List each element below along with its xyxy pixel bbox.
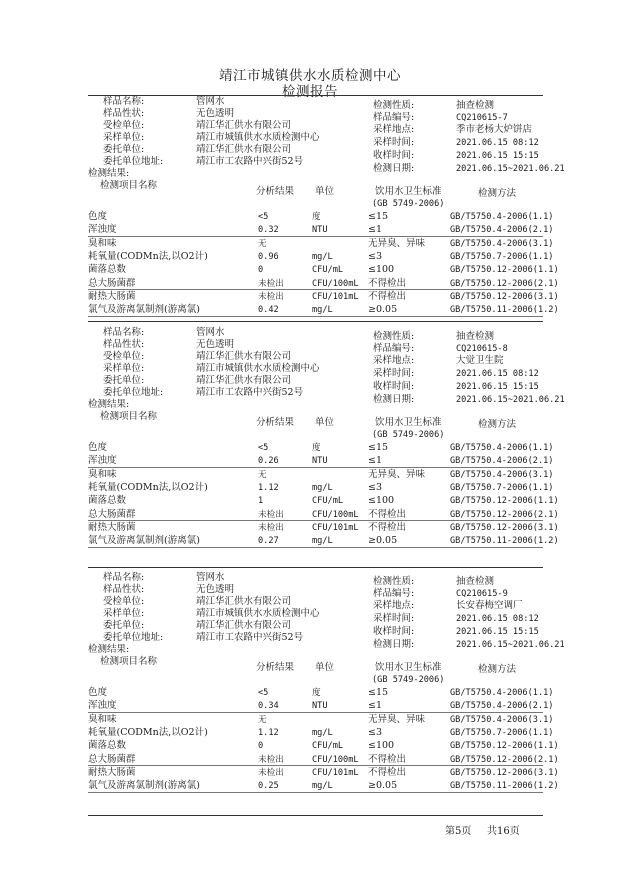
client-unit-value: 靖江华汇供水有限公司 — [196, 351, 292, 362]
sample-name-value: 管网水 — [196, 96, 225, 107]
row-unit: CFU/101mL — [312, 767, 359, 778]
row-method: GB/T5750.12-2006(2.1) — [450, 509, 559, 520]
sample-no-value: CQ210615-7 — [456, 113, 508, 123]
row-standard: ≥0.05 — [368, 780, 398, 792]
entrust-unit-value: 靖江华汇供水有限公司 — [196, 375, 292, 386]
row-method: GB/T5750.4-2006(3.1) — [450, 238, 554, 249]
sample-name-value: 管网水 — [196, 327, 225, 338]
col-unit-header: 单位 — [315, 186, 335, 197]
table-row-rule — [88, 547, 543, 548]
test-nature-label: 检测性质: — [373, 576, 415, 587]
row-unit: mg/L — [312, 781, 333, 792]
row-standard: 不得检出 — [368, 521, 407, 533]
sample-name-value: 管网水 — [196, 572, 225, 583]
row-item-name: 色度 — [88, 211, 108, 222]
sampling-time-label: 采样时间: — [373, 368, 415, 379]
entrust-address-label: 委托单位地址: — [103, 632, 164, 643]
sampling-place-value: 长安春梅空调厂 — [456, 600, 523, 611]
row-unit: NTU — [312, 456, 328, 467]
row-standard: 不得检出 — [368, 753, 407, 765]
entrust-unit-value: 靖江华汇供水有限公司 — [196, 144, 292, 155]
row-item-name: 耗氧量(CODMn法,以O2计) — [88, 726, 208, 738]
col-method-header: 检测方法 — [478, 188, 517, 199]
row-item-name: 总大肠菌群 — [88, 508, 136, 520]
sampling-place-label: 采样地点: — [373, 124, 415, 135]
row-method: GB/T5750.12-2006(2.1) — [450, 754, 559, 765]
row-standard: ≤1 — [368, 700, 383, 712]
row-method: GB/T5750.4-2006(2.1) — [450, 456, 554, 467]
entrust-address-value: 靖江市工农路中兴街52号 — [196, 387, 304, 398]
row-method: GB/T5750.11-2006(1.2) — [450, 305, 559, 316]
entrust-unit-label: 委托单位: — [103, 375, 145, 386]
sample-property-label: 样品性状: — [103, 339, 145, 350]
row-result: 未检出 — [258, 754, 284, 765]
sample-no-value: CQ210615-9 — [456, 589, 508, 599]
sampling-unit-value: 靖江市城镇供水水质检测中心 — [196, 608, 320, 619]
row-result: 未检出 — [258, 767, 284, 778]
row-unit: CFU/mL — [312, 265, 344, 276]
col-method-header: 检测方法 — [478, 664, 517, 675]
row-result: 未检出 — [258, 522, 284, 533]
test-result-label: 检测结果: — [88, 644, 130, 655]
row-method: GB/T5750.12-2006(3.1) — [450, 767, 559, 778]
row-standard: ≤15 — [368, 442, 389, 453]
row-unit: mg/L — [312, 727, 333, 738]
table-row-rule — [88, 520, 543, 521]
entrust-address-value: 靖江市工农路中兴街52号 — [196, 156, 304, 167]
entrust-unit-label: 委托单位: — [103, 620, 145, 631]
row-method: GB/T5750.12-2006(1.1) — [450, 741, 559, 752]
row-standard: ≤1 — [368, 224, 383, 236]
col-result-header: 分析结果 — [256, 662, 295, 673]
row-item-name: 氯气及游离氯制剂(游离氯) — [88, 535, 200, 547]
table-row-rule — [88, 712, 543, 713]
table-row-rule — [88, 765, 543, 766]
row-method: GB/T5750.12-2006(1.1) — [450, 496, 559, 507]
row-standard: ≤3 — [368, 250, 383, 262]
row-unit: mg/L — [312, 305, 333, 316]
table-row-rule — [88, 467, 543, 468]
row-method: GB/T5750.4-2006(1.1) — [450, 443, 554, 453]
sample-property-value: 无色透明 — [196, 339, 235, 350]
col-item-header: 检测项目名称 — [100, 656, 158, 667]
section-divider — [88, 321, 543, 322]
row-unit: mg/L — [312, 536, 333, 547]
footer-divider — [88, 815, 543, 816]
col-std-subheader: (GB 5749-2006) — [372, 675, 445, 685]
sampling-time-label: 采样时间: — [373, 613, 415, 624]
test-result-label: 检测结果: — [88, 399, 130, 410]
row-item-name: 耗氧量(CODMn法,以O2计) — [88, 250, 208, 262]
row-result: 0.32 — [258, 225, 279, 236]
row-standard: ≤15 — [368, 211, 389, 222]
page-total: 共16页 — [487, 826, 520, 837]
sample-property-label: 样品性状: — [103, 584, 145, 595]
col-std-header: 饮用水卫生标准 — [375, 186, 442, 197]
test-date-label: 检测日期: — [373, 163, 415, 174]
sampling-unit-label: 采样单位: — [103, 132, 145, 143]
row-unit: CFU/100mL — [312, 509, 359, 520]
row-unit: mg/L — [312, 482, 333, 493]
row-standard: ≤15 — [368, 687, 389, 698]
row-method: GB/T5750.4-2006(3.1) — [450, 469, 554, 480]
row-method: GB/T5750.4-2006(2.1) — [450, 225, 554, 236]
table-row-rule — [88, 316, 543, 317]
col-method-header: 检测方法 — [478, 419, 517, 430]
row-standard: ≤3 — [368, 726, 383, 738]
row-unit: 度 — [312, 212, 321, 222]
col-std-subheader: (GB 5749-2006) — [372, 430, 445, 440]
row-result: 1.12 — [258, 482, 279, 493]
row-item-name: 总大肠菌群 — [88, 277, 136, 289]
row-result: 未检出 — [258, 509, 284, 520]
row-result: 1.12 — [258, 727, 279, 738]
row-item-name: 色度 — [88, 442, 108, 453]
col-unit-header: 单位 — [315, 417, 335, 428]
receive-time-value: 2021.06.15 15:15 — [456, 382, 539, 392]
row-unit: NTU — [312, 701, 328, 712]
sampling-time-value: 2021.06.15 08:12 — [456, 138, 539, 148]
sampling-place-label: 采样地点: — [373, 600, 415, 611]
row-standard: ≤3 — [368, 481, 383, 493]
row-method: GB/T5750.11-2006(1.2) — [450, 536, 559, 547]
row-item-name: 耗氧量(CODMn法,以O2计) — [88, 481, 208, 493]
row-standard: 不得检出 — [368, 766, 407, 778]
client-unit-value: 靖江华汇供水有限公司 — [196, 596, 292, 607]
header-divider — [88, 95, 543, 96]
row-item-name: 臭和味 — [88, 468, 117, 480]
receive-time-label: 收样时间: — [373, 150, 415, 161]
report-org-title: 靖江市城镇供水水质检测中心 — [219, 68, 401, 84]
row-item-name: 总大肠菌群 — [88, 753, 136, 765]
sample-no-label: 样品编号: — [373, 112, 415, 123]
sample-property-value: 无色透明 — [196, 108, 235, 119]
row-method: GB/T5750.7-2006(1.1) — [450, 727, 554, 738]
row-method: GB/T5750.12-2006(3.1) — [450, 291, 559, 302]
test-date-value: 2021.06.15~2021.06.21 — [456, 164, 565, 174]
row-method: GB/T5750.4-2006(3.1) — [450, 714, 554, 725]
col-std-header: 饮用水卫生标准 — [375, 417, 442, 428]
row-standard: ≤100 — [368, 264, 395, 276]
sampling-time-label: 采样时间: — [373, 137, 415, 148]
entrust-address-label: 委托单位地址: — [103, 387, 164, 398]
row-item-name: 色度 — [88, 687, 108, 698]
row-standard: 不得检出 — [368, 277, 407, 289]
col-item-header: 检测项目名称 — [100, 180, 158, 191]
col-std-header: 饮用水卫生标准 — [375, 662, 442, 673]
row-result: 0.26 — [258, 456, 279, 467]
receive-time-label: 收样时间: — [373, 626, 415, 637]
entrust-unit-label: 委托单位: — [103, 144, 145, 155]
row-result: 1 — [258, 496, 264, 507]
row-result: 无 — [258, 238, 267, 249]
sampling-unit-value: 靖江市城镇供水水质检测中心 — [196, 363, 320, 374]
row-method: GB/T5750.7-2006(1.1) — [450, 482, 554, 493]
row-method: GB/T5750.4-2006(1.1) — [450, 688, 554, 698]
row-unit: CFU/100mL — [312, 278, 359, 289]
row-result: 0.34 — [258, 701, 279, 712]
sample-property-label: 样品性状: — [103, 108, 145, 119]
row-result: 无 — [258, 469, 267, 480]
row-result: 0.96 — [258, 251, 279, 262]
test-nature-value: 抽查检测 — [456, 100, 495, 111]
page-number: 第5页 — [445, 826, 472, 837]
test-date-label: 检测日期: — [373, 639, 415, 650]
row-item-name: 菌落总数 — [88, 495, 127, 507]
row-standard: 无异臭、异味 — [368, 468, 426, 480]
row-item-name: 耐热大肠菌 — [88, 290, 136, 302]
sample-no-value: CQ210615-8 — [456, 344, 508, 354]
row-result: 未检出 — [258, 278, 284, 289]
row-result: <5 — [258, 688, 269, 698]
row-result: 0 — [258, 265, 264, 276]
sampling-time-value: 2021.06.15 08:12 — [456, 369, 539, 379]
client-unit-label: 受检单位: — [103, 120, 145, 131]
test-date-label: 检测日期: — [373, 394, 415, 405]
row-result: 0 — [258, 741, 264, 752]
row-standard: 不得检出 — [368, 290, 407, 302]
row-unit: CFU/101mL — [312, 291, 359, 302]
row-result: 未检出 — [258, 291, 284, 302]
col-std-subheader: (GB 5749-2006) — [372, 199, 445, 209]
row-unit: 度 — [312, 443, 321, 453]
client-unit-value: 靖江华汇供水有限公司 — [196, 120, 292, 131]
row-standard: 不得检出 — [368, 508, 407, 520]
col-unit-header: 单位 — [315, 662, 335, 673]
sample-name-label: 样品名称: — [103, 572, 145, 583]
row-method: GB/T5750.12-2006(1.1) — [450, 265, 559, 276]
row-unit: mg/L — [312, 251, 333, 262]
row-unit: 度 — [312, 688, 321, 698]
test-date-value: 2021.06.15~2021.06.21 — [456, 395, 565, 405]
col-item-header: 检测项目名称 — [100, 411, 158, 422]
row-item-name: 耐热大肠菌 — [88, 766, 136, 778]
row-result: <5 — [258, 443, 269, 453]
row-unit: NTU — [312, 225, 328, 236]
sampling-place-value: 季市老杨大炉饼店 — [456, 124, 533, 135]
row-method: GB/T5750.11-2006(1.2) — [450, 781, 559, 792]
row-method: GB/T5750.12-2006(2.1) — [450, 278, 559, 289]
sample-name-label: 样品名称: — [103, 96, 145, 107]
col-result-header: 分析结果 — [256, 417, 295, 428]
sample-property-value: 无色透明 — [196, 584, 235, 595]
row-standard: ≤100 — [368, 495, 395, 507]
row-result: 无 — [258, 714, 267, 725]
sample-no-label: 样品编号: — [373, 343, 415, 354]
row-item-name: 臭和味 — [88, 237, 117, 249]
sampling-unit-label: 采样单位: — [103, 608, 145, 619]
row-standard: ≥0.05 — [368, 304, 398, 316]
row-method: GB/T5750.4-2006(1.1) — [450, 212, 554, 222]
row-result: 0.25 — [258, 781, 279, 792]
row-unit: CFU/mL — [312, 741, 344, 752]
test-nature-label: 检测性质: — [373, 100, 415, 111]
row-result: <5 — [258, 212, 269, 222]
entrust-address-label: 委托单位地址: — [103, 156, 164, 167]
test-nature-label: 检测性质: — [373, 331, 415, 342]
table-row-rule — [88, 792, 543, 793]
row-result: 0.42 — [258, 305, 279, 316]
row-item-name: 菌落总数 — [88, 264, 127, 276]
sampling-time-value: 2021.06.15 08:12 — [456, 614, 539, 624]
row-unit: CFU/mL — [312, 496, 344, 507]
row-method: GB/T5750.4-2006(2.1) — [450, 701, 554, 712]
row-item-name: 氯气及游离氯制剂(游离氯) — [88, 780, 200, 792]
row-standard: ≤1 — [368, 455, 383, 467]
entrust-address-value: 靖江市工农路中兴街52号 — [196, 632, 304, 643]
row-item-name: 耐热大肠菌 — [88, 521, 136, 533]
sampling-unit-label: 采样单位: — [103, 363, 145, 374]
row-item-name: 浑浊度 — [88, 455, 117, 467]
report-title: 检测报告 — [282, 84, 338, 100]
row-standard: 无异臭、异味 — [368, 237, 426, 249]
test-result-label: 检测结果: — [88, 168, 130, 179]
row-standard: ≤100 — [368, 740, 395, 752]
receive-time-value: 2021.06.15 15:15 — [456, 151, 539, 161]
row-item-name: 菌落总数 — [88, 740, 127, 752]
receive-time-label: 收样时间: — [373, 381, 415, 392]
table-row-rule — [88, 289, 543, 290]
col-result-header: 分析结果 — [256, 186, 295, 197]
row-item-name: 浑浊度 — [88, 224, 117, 236]
entrust-unit-value: 靖江华汇供水有限公司 — [196, 620, 292, 631]
sampling-place-value: 大觉卫生院 — [456, 355, 504, 366]
row-result: 0.27 — [258, 536, 279, 547]
test-date-value: 2021.06.15~2021.06.21 — [456, 640, 565, 650]
row-item-name: 氯气及游离氯制剂(游离氯) — [88, 304, 200, 316]
row-item-name: 臭和味 — [88, 713, 117, 725]
row-standard: ≥0.05 — [368, 535, 398, 547]
row-standard: 无异臭、异味 — [368, 713, 426, 725]
section-divider — [88, 567, 543, 568]
sampling-place-label: 采样地点: — [373, 355, 415, 366]
sample-no-label: 样品编号: — [373, 588, 415, 599]
row-method: GB/T5750.7-2006(1.1) — [450, 251, 554, 262]
row-unit: CFU/101mL — [312, 522, 359, 533]
test-nature-value: 抽查检测 — [456, 576, 495, 587]
row-method: GB/T5750.12-2006(3.1) — [450, 522, 559, 533]
sampling-unit-value: 靖江市城镇供水水质检测中心 — [196, 132, 320, 143]
test-nature-value: 抽查检测 — [456, 331, 495, 342]
table-row-rule — [88, 236, 543, 237]
client-unit-label: 受检单位: — [103, 351, 145, 362]
sample-name-label: 样品名称: — [103, 327, 145, 338]
receive-time-value: 2021.06.15 15:15 — [456, 627, 539, 637]
client-unit-label: 受检单位: — [103, 596, 145, 607]
row-unit: CFU/100mL — [312, 754, 359, 765]
row-item-name: 浑浊度 — [88, 700, 117, 712]
